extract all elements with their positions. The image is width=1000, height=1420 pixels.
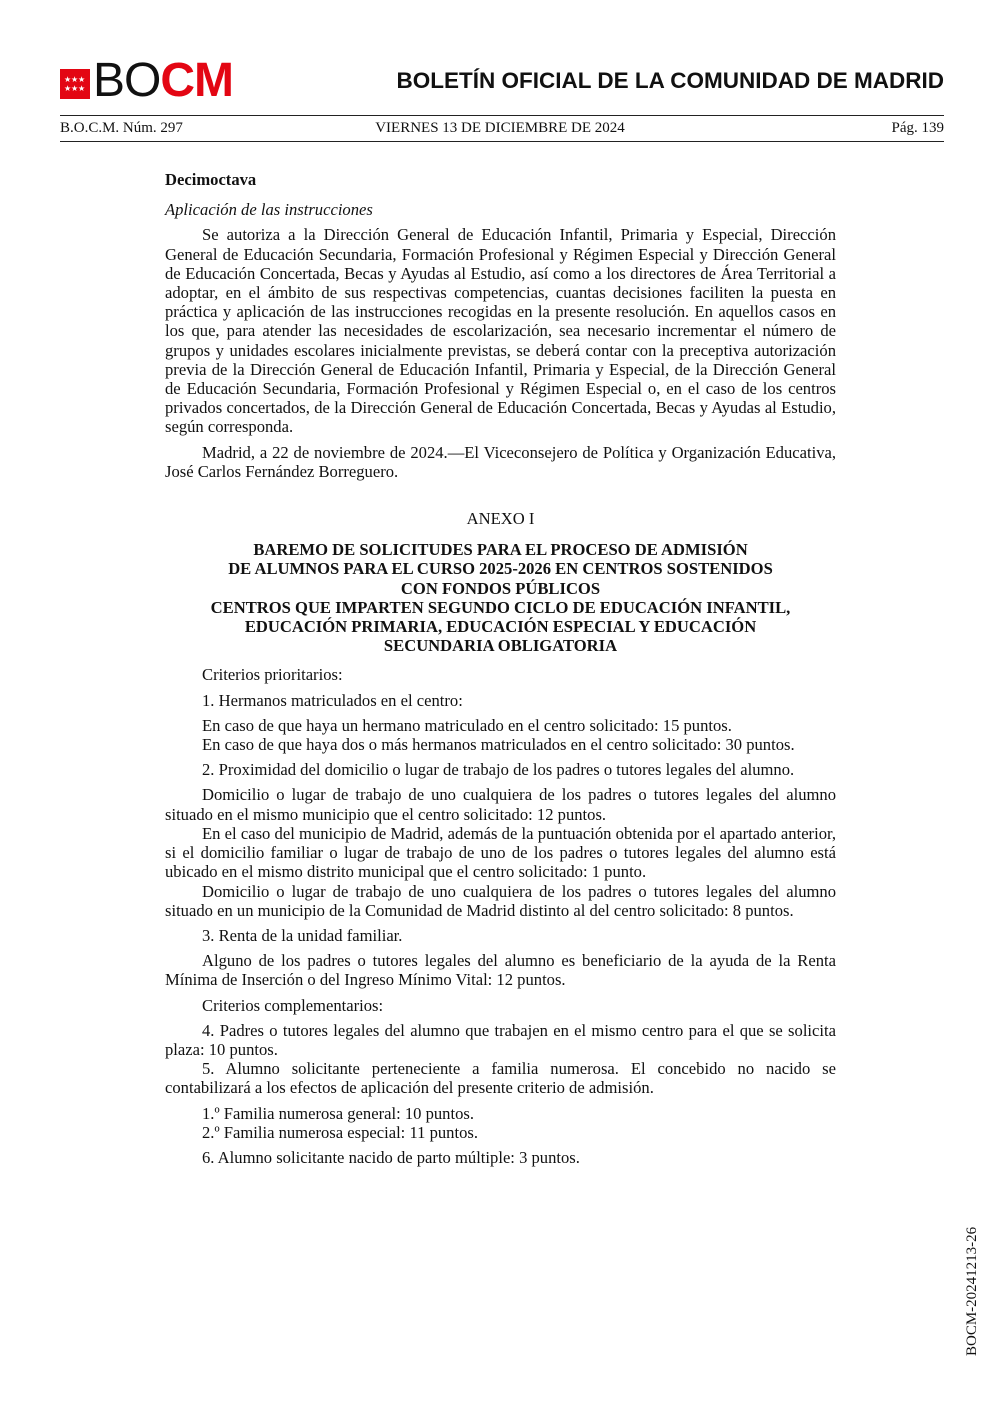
document-body: [165, 170, 836, 1167]
annex-title-line: EDUCACIÓN PRIMARIA, EDUCACIÓN ESPECIAL Y EDUCACIÓN: [244, 617, 757, 637]
annex-title-line: SECUNDARIA OBLIGATORIA: [383, 636, 618, 656]
issue-number: B.O.C.M. Núm. 297: [60, 120, 183, 136]
complementary-criteria-label: Criterios complementarios:: [202, 995, 384, 1015]
logo-text-red: CM: [160, 54, 234, 107]
section-heading: Decimoctava: [165, 170, 257, 189]
criterion-2-item: En el caso del municipio de Madrid, además de la puntuación obtenida por el apartado anterior, si el domicilio familiar o lugar de trabajo de uno de los padres o tutores legales del alumno está ubicado en el mismo distrito municipal que el centro solicitado: 1 punto.: [165, 823, 836, 882]
criterion-5: 5. Alumno solicitante perteneciente a familia numerosa. El concebido no nacido se contabilizará a los efectos de aplicación del presente criterio de admisión.: [165, 1059, 836, 1098]
criterion-5-item: 1.º Familia numerosa general: 10 puntos.: [202, 1103, 474, 1123]
section-paragraph: Se autoriza a la Dirección General de Educación Infantil, Primaria y Especial, Dirección General de Educación Secundaria, Formación Profesional y Régimen Especial y Dirección General de Educación Concertada, Becas y Ayudas al Estudio, así como a los directores de Área Territorial a adoptar, en el ámbito de sus respectivas competencias, cuantas decisiones faciliten la puesta en práctica y aplicación de las instrucciones recogidas en la presente resolución. En aquellos casos en los que, para atender las necesidades de escolarización, sea necesario incrementar el número de grupos y unidades escolares inicialmente previstas, se deberá contar con la preceptiva autorización previa de la Dirección General de Educación Infantil, Primaria y Especial, de la Dirección General de Educación Secundaria, Formación Profesional y Régimen Especial o, en el caso de los centros privados concertados, de la Dirección General de Educación Concertada, Becas y Ayudas al Estudio, según corresponda.: [165, 225, 836, 437]
annex-title-line: DE ALUMNOS PARA EL CURSO 2025-2026 EN CENTROS SOSTENIDOS: [228, 559, 773, 579]
madrid-flag-icon: ★ ★ ★ ★ ★ ★: [60, 69, 90, 99]
criterion-4: 4. Padres o tutores legales del alumno que trabajen en el mismo centro para el que se solicita plaza: 10 puntos.: [165, 1020, 836, 1059]
annex-label: ANEXO I: [466, 509, 535, 529]
logo-text-black: BO: [93, 54, 161, 107]
issue-date: VIERNES 13 DE DICIEMBRE DE 2024: [375, 120, 625, 136]
page-number: Pág. 139: [891, 120, 944, 136]
criterion-2-title: 2. Proximidad del domicilio o lugar de trabajo de los padres o tutores legales del alumno.: [202, 760, 795, 780]
annex-title: [165, 540, 836, 655]
header-bottom-rule: [60, 141, 944, 142]
annex-title-line: CENTROS QUE IMPARTEN SEGUNDO CICLO DE EDUCACIÓN INFANTIL,: [210, 597, 791, 617]
bocm-logo: [60, 54, 234, 107]
annex-title-line: BAREMO DE SOLICITUDES PARA EL PROCESO DE ADMISIÓN: [253, 540, 748, 560]
criterion-6: 6. Alumno solicitante nacido de parto múltiple: 3 puntos.: [202, 1147, 580, 1167]
criterion-2-item: Domicilio o lugar de trabajo de uno cualquiera de los padres o tutores legales del alumno situado en el mismo municipio que el centro solicitado: 12 puntos.: [165, 785, 836, 824]
criterion-1-item: En caso de que haya un hermano matriculado en el centro solicitado: 15 puntos.: [202, 715, 732, 735]
criterion-3-item: Alguno de los padres o tutores legales del alumno es beneficiario de la ayuda de la Renta Mínima de Inserción o del Ingreso Mínimo Vital: 12 puntos.: [165, 951, 836, 990]
annex-title-line: CON FONDOS PÚBLICOS: [400, 578, 601, 598]
criterion-2-item: Domicilio o lugar de trabajo de uno cualquiera de los padres o tutores legales del alumno situado en un municipio de la Comunidad de Madrid distinto al del centro solicitado: 8 puntos.: [165, 881, 836, 920]
criterion-1-item: En caso de que haya dos o más hermanos matriculados en el centro solicitado: 30 puntos.: [202, 735, 795, 755]
criterion-1-title: 1. Hermanos matriculados en el centro:: [202, 690, 463, 710]
criterion-5-item: 2.º Familia numerosa especial: 11 puntos.: [202, 1122, 478, 1142]
masthead-title: BOLETÍN OFICIAL DE LA COMUNIDAD DE MADRID: [396, 68, 944, 93]
priority-criteria-label: Criterios prioritarios:: [202, 665, 343, 685]
header-top-rule: [60, 115, 944, 116]
criterion-3-title: 3. Renta de la unidad familiar.: [202, 925, 403, 945]
bocm-side-reference: BOCM-20241213-26: [964, 1226, 980, 1356]
section-subheading: Aplicación de las instrucciones: [165, 200, 373, 220]
signature-paragraph: Madrid, a 22 de noviembre de 2024.—El Viceconsejero de Política y Organización Educativa, José Carlos Fernández Borreguero.: [165, 442, 836, 481]
